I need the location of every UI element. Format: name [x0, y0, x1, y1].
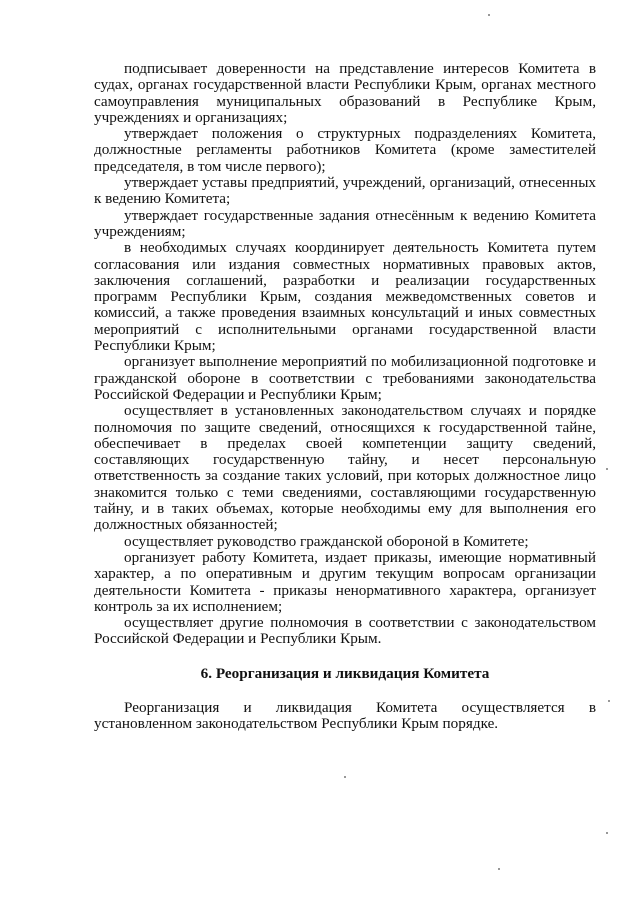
paragraph-coordinates-activity: в необходимых случаях координирует деятельность Комитета путем согласования или издания совместных нормативных правовых актов, заключения соглашений, разработки и реализации государственных программ Республики Крым, создания межведомственных советов и комиссий, а также проведения взаимных консультаций и иных совместных мероприятий с исполнительными органами государственной власти Республики Крым; [94, 239, 596, 355]
scan-speck [606, 832, 608, 834]
paragraph-state-secret: осуществляет в установленных законодательством случаях и порядке полномочия по защите сведений, относящихся к государственной тайне, обеспечивает в пределах своей компетенции защиту сведений, составляющих государственную тайну, и несет персональную ответственность за создание таких условий, при которых должностное лицо знакомится только с теми сведениями, составляющими государственную тайну, и в таких объемах, которые необходимы ему для выполнения его должностных обязанностей; [94, 402, 596, 534]
paragraph-mobilization: организует выполнение мероприятий по мобилизационной подготовке и гражданской обороне в соответствии с требованиями законодательства Российской Федерации и Республики Крым; [94, 353, 596, 403]
scan-speck [344, 776, 346, 778]
scan-speck [488, 14, 490, 16]
paragraph-approves-regulations: утверждает положения о структурных подразделениях Комитета, должностные регламенты работников Комитета (кроме заместителей председателя, в том числе первого); [94, 125, 596, 175]
paragraph-state-assignments: утверждает государственные задания отнесённым к ведению Комитета учреждениям; [94, 206, 596, 240]
paragraph-approves-charters: утверждает уставы предприятий, учреждений, организаций, отнесенных к ведению Комитета; [94, 174, 596, 208]
section-heading: 6. Реорганизация и ликвидация Комитета [200, 664, 490, 682]
paragraph-civil-defense: осуществляет руководство гражданской обороной в Комитете; [124, 532, 529, 550]
document-body [94, 61, 596, 732]
paragraph-organizes-work: организует работу Комитета, издает приказы, имеющие нормативный характер, а по оперативным и другим текущим вопросам организации деятельности Комитета - приказы ненормативного характера, организует контроль за их исполнением; [94, 548, 596, 615]
scan-speck [498, 868, 500, 870]
paragraph-power-of-attorney: подписывает доверенности на представление интересов Комитета в судах, органах государственной власти Республики Крым, органах местного самоуправления муниципальных образований в Республике Крым, учреждениях и организациях; [94, 60, 596, 126]
paragraph-reorganization: Реорганизация и ликвидация Комитета осуществляется в установленном законодательством Республики Крым порядке. [94, 698, 596, 732]
scan-speck [606, 468, 608, 470]
paragraph-other-powers: осуществляет другие полномочия в соответствии с законодательством Российской Федерации и Республики Крым. [94, 614, 596, 648]
scan-speck [608, 700, 610, 702]
